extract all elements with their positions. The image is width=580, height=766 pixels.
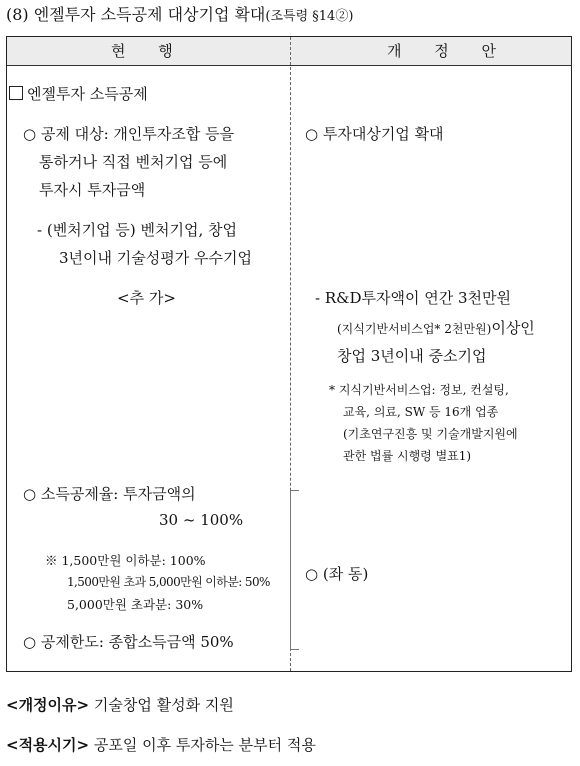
- right-line-5: * 지식기반서비스업: 정보, 컨설팅,: [329, 383, 509, 397]
- checkbox-icon: [9, 86, 23, 100]
- right-line-1: ○ 투자대상기업 확대: [305, 125, 444, 143]
- apply-label: <적용시기>: [6, 736, 90, 754]
- right-line-3: [337, 317, 535, 338]
- header-proposed: 개 정 안: [387, 42, 511, 60]
- apply-text: 공포일 이후 투자하는 분부터 적용: [93, 736, 316, 754]
- left-line-2: 통하거나 직접 벤처기업 등에: [39, 153, 228, 171]
- left-line-5: 3년이내 기술성평가 우수기업: [59, 249, 252, 267]
- left-line-1: ○ 공제 대상: 개인투자조합 등을: [23, 125, 235, 143]
- left-heading-text: 엔젤투자 소득공제: [27, 85, 148, 103]
- left-line-4: - (벤처기업 등) 벤처기업, 창업: [37, 221, 238, 239]
- left-heading: [9, 83, 148, 104]
- group-bracket: [290, 490, 299, 650]
- right-line-3-end: 이상인: [491, 319, 535, 337]
- right-line-9: ○ (좌 동): [305, 565, 369, 583]
- right-line-2: - R&D투자액이 연간 3천만원: [315, 289, 511, 307]
- left-line-10: 1,500만원 초과 5,000만원 이하분: 50%: [67, 575, 270, 589]
- right-line-4: 창업 3년이내 중소기업: [337, 347, 487, 365]
- footer-apply: [6, 734, 316, 755]
- left-line-9: ※ 1,500만원 이하분: 100%: [45, 553, 206, 568]
- left-line-6: <추 가>: [117, 289, 176, 307]
- title-reference: (조특령 §14②): [265, 9, 354, 24]
- left-line-3: 투자시 투자금액: [39, 181, 146, 199]
- left-line-8: 30 ~ 100%: [159, 511, 244, 529]
- reason-label: <개정이유>: [6, 696, 90, 714]
- title-main: (8) 엔젤투자 소득공제 대상기업 확대: [6, 5, 266, 24]
- left-line-12: ○ 공제한도: 종합소득금액 50%: [23, 633, 234, 651]
- left-line-11: 5,000만원 초과분: 30%: [67, 597, 204, 612]
- left-line-7: ○ 소득공제율: 투자금액의: [23, 485, 196, 503]
- header-current: 현 행: [111, 42, 187, 60]
- right-line-6: 교육, 의료, SW 등 16개 업종: [343, 405, 499, 419]
- right-line-3-note: (지식기반서비스업* 2천만원): [337, 322, 492, 336]
- footer-reason: [6, 694, 234, 715]
- reason-text: 기술창업 활성화 지원: [93, 696, 234, 714]
- comparison-table: [6, 36, 572, 672]
- right-line-8: 관한 법률 시행령 별표1): [343, 449, 472, 463]
- right-line-7: (기초연구진흥 및 기술개발지원에: [343, 427, 518, 441]
- section-title: [6, 2, 353, 25]
